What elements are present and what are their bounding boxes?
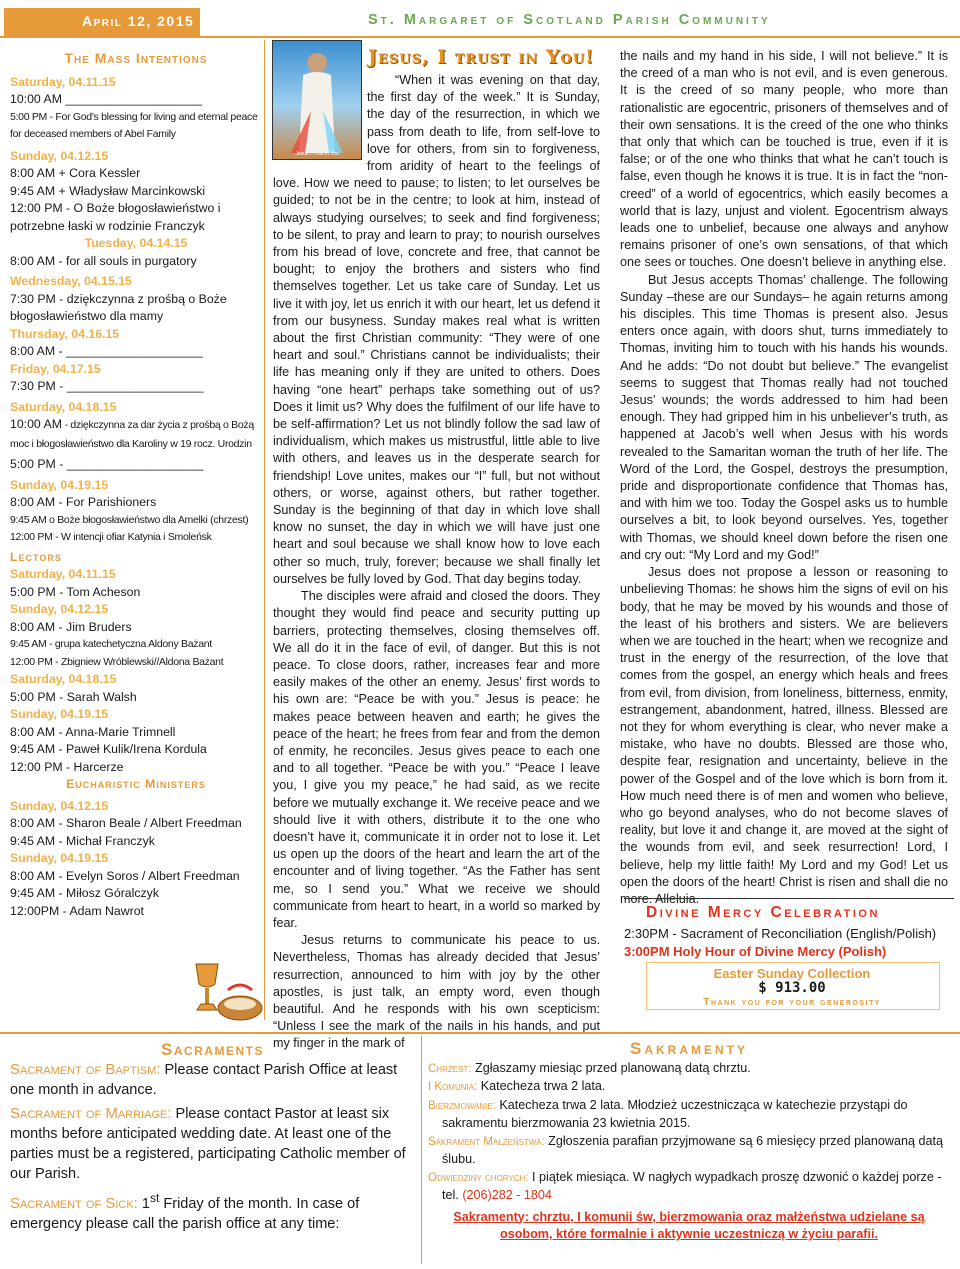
reflection-continued — [620, 48, 948, 908]
intention-time: 10:00 AM — [10, 417, 62, 431]
lector-line: 9:45 AM - Paweł Kulik/Irena Kordula — [10, 742, 207, 756]
paragraph: Jesus does not propose a lesson or reasoning to unbelieving Thomas: he shows him the signs of evil on his body, that he may be moved by his wounds and those of the least of his brothers and sisters. We are believers when we are touched in the heart; when we recognize and trust in the energy of the resurrection, of the love that comes from the gospel, an energy which heals and frees from evil, from division, from loneliness, bitterness, enmity, estrangement, abandonment, hatred, illness. Blessed are not they for whom everything is clear, who never make a mistake, who have no doubts. Blessed are those who, despite fear, resignation and uncertainty, believe in the power of the Gospel and of the love which is born from it. How much need there is of men and women who believe, who go beyond analyses, who do not become slaves of reality, but love it and change it, are moved at the sight of the wounds from evil, and seek resurrection! Lord, I believe, help my little faith! My Lord and my God! Let us open the doors of the heart! Christ is risen and shall die no more. Alleluia. — [620, 565, 948, 906]
header-bar — [0, 0, 960, 37]
collection-title: Easter Sunday Collection — [713, 966, 871, 981]
date-heading: Saturday, 04.11.15 — [10, 74, 116, 89]
intention-line: 12:00 PM - O Boże błogosławieństwo i potrzebne łaski w rodzinie Franczyk — [10, 201, 221, 233]
sacrament-baptism — [10, 1060, 415, 1100]
lector-line: 8:00 AM - Jim Bruders — [10, 619, 132, 634]
sakrament-heading: Sakrament Małżeństwa: — [428, 1135, 545, 1148]
sacrament-text: 1 — [137, 1195, 150, 1212]
sakrament-bierzmowanie — [428, 1097, 950, 1133]
sacrament-heading: Sacrament of Sick: — [10, 1194, 138, 1212]
intention-line: 10:00 AM ____________________ — [10, 92, 203, 106]
collection-amount: $ 913.00 — [758, 980, 826, 996]
minister-line: 9:45 AM - Michał Franczyk — [10, 833, 155, 848]
sakrament-text: Katecheza trwa 2 lata. — [477, 1079, 606, 1093]
sakrament-odwiedziny — [428, 1169, 950, 1205]
date-heading: Saturday, 04.18.15 — [10, 672, 117, 686]
date-heading: Wednesday, 04.15.15 — [10, 274, 132, 288]
lectors-title: Lectors — [10, 549, 62, 564]
phone-number: (206)282 - 1804 — [462, 1188, 552, 1202]
sakramenty-note: Sakramenty: chrztu, I komunii św, bierzmowania oraz małżeństwa udzielane są osobom, które formalnie i aktywnie uczestniczą w życiu parafii. — [453, 1209, 925, 1241]
sakrament-heading: I Komunia: — [428, 1081, 478, 1093]
intention-line: 8:00 AM + Cora Kessler — [10, 166, 141, 180]
parish-name: St. Margaret of Scotland Parish Community — [368, 12, 771, 28]
date-heading: Friday, 04.17.15 — [10, 361, 101, 376]
sakrament-heading: Chrzest: — [428, 1062, 472, 1075]
sacrament-marriage — [10, 1104, 415, 1184]
intention-line: 5:00 PM - For God's blessing for living and eternal peace for deceased members of Abel Family — [10, 110, 258, 140]
sakrament-malzenstwa — [428, 1133, 950, 1169]
intention-line: 9:45 AM + Władysław Marcinkowski — [10, 183, 206, 198]
section-divider — [0, 1032, 960, 1034]
image-caption: Jesus I Trust in You — [295, 151, 339, 157]
intention-line: 8:00 AM - ____________________ — [10, 344, 203, 358]
sacrament-text: Please contact Parish Office at least one month in advance. — [10, 1062, 398, 1098]
sakramenty-section — [428, 1040, 950, 1244]
paragraph: But Jesus accepts Thomas’ challenge. The following Sunday –these are our Sundays– he again returns among his disciples. This time Thomas is present also. Jesus enters once again, with doors shut, turns immediately to Thomas, inviting him to touch with his hands his wounds. And he adds: “Do not doubt but believe.” The evangelist seems to suggest that Thomas really had not touched Jesus’ wounds; the words addressed to him had been enough. They had gripped him in his unbeliever’s truth, as happened at Jacob’s well when Jesus with his words revealed to the Samaritan woman the truth of her life. The Word of the Lord, the Gospel, destroys the presumption, pride and disproportionate confidence that Thomas has, and with him we too. Today the Gospel asks us to humble ourselves a bit, to look beyond ourselves. Yes, together with Thomas, we should kneel down before the risen one and cry out: “My Lord and my God!” — [620, 272, 948, 562]
sakramenty-title: Sakramenty — [629, 1039, 748, 1058]
date-heading: Thursday, 04.16.15 — [10, 326, 120, 341]
divider — [624, 898, 954, 899]
lector-line: 12:00 PM - Harcerze — [10, 759, 124, 774]
paragraph: The disciples were afraid and closed the doors. They thought they would find peace and security putting up barriers, protecting themselves, closing themselves off. We all do it in the face of evil, of danger. But this is not peace. To close doors, rather, increases fear and more easily makes of the other an enemy. Jesus’ first words to his own are: “Peace be with you.” Jesus is peace: he makes peace between heaven and earth; he gives the peace of the heart; he frees from fear and from the demon of enmity, he reconciles. Jesus gives peace to each one and to all together. “Peace be with you.” “Peace I leave you, I give you my peace,” he had said, as we recite before we mutually exchange it. We receive peace and we should live it with others, distribute it to the one who doesn’t have it, communicate it in order not to lose it. Let us open up the doors of the heart and learn the art of the encounter and of living together. “As the Father has sent me, so I send you.” What we receive we should communicate from heart to heart, in a world so marked by fear. — [273, 589, 600, 930]
date-heading: Saturday, 04.18.15 — [10, 399, 117, 414]
divine-mercy-line: 2:30PM - Sacrament of Reconciliation (English/Polish) — [624, 926, 937, 941]
paragraph: the nails and my hand in his side, I will not believe.” It is the creed of a man who is not evil, and is even generous. It is the creed of so many people, who more than rationalistic are egocentric, prisoners of themselves and of their own sensations. It is the creed of the one who thinks that only that which can be touched is true, even if it is false; or of the one who thinks that what he can’t touch is false, even though he knows it is true. It is in fact the “non-creed” of a world of egocentrics, which easily becomes a world that is lazy, unjust and violent. Egocentrism always leads one to unbelief, because one always and anyhow remains prisoner of one’s own sensations, of that which one sees or touches. One doesn’t believe in anything else. — [620, 49, 948, 270]
sakrament-text: Katecheza trwa 2 lata. Młodzież uczestnicząca w katechezie przystąpi do sakramentu bierzmowania 23 kwietnia 2015. — [442, 1097, 908, 1130]
lector-line: 9:45 AM - grupa katechetyczna Aldony Bażant — [10, 638, 212, 650]
eucharistic-ministers-title: Eucharistic Ministers — [66, 777, 206, 791]
date-heading: Sunday, 04.19.15 — [10, 851, 109, 865]
date-heading: Sunday, 04.19.15 — [10, 707, 109, 721]
sacraments-section — [10, 1040, 415, 1238]
reflection-title: Jesus, I trust in You! — [368, 46, 595, 68]
reflection-text — [273, 72, 600, 1053]
date-heading: Sunday, 04.12.15 — [10, 798, 109, 813]
mass-intentions-title: The Mass Intentions — [64, 50, 208, 66]
superscript: st — [149, 1191, 160, 1205]
minister-line: 9:45 AM - Miłosz Góralczyk — [10, 886, 159, 900]
sacrament-text: Please contact Pastor at least six months before anticipated wedding date. At least one of the parties must be a registered, participating Catholic member of our Parish. — [10, 1106, 406, 1182]
intention-line: 8:00 AM - For Parishioners — [10, 495, 157, 509]
intention-text: - dziękczynna za dar życia z prośbą o Bożą moc i błogosławieństwo dla Karoliny w 19 rocz. Urodzin — [10, 419, 254, 450]
divine-mercy-line: 3:00PM Holy Hour of Divine Mercy (Polish) — [624, 944, 887, 959]
paragraph: “When it was evening on that day, the first day of the week.” It is Sunday, the day of the resurrection, in which we pass from death to life, from self-love to love for others, from sin to forgiveness, from aridity of heart to the feelings of love. How we need to pause; to listen; to let ourselves be guided; to not be in the centre; to look at him, instead of always studying ourselves; to seek and find forgiveness; to be silent, to pray and learn to pray; to nourish ourselves from his bread of love, concrete and free, that cannot be bought; to enjoy the brothers and sisters who find themselves together. Let us take care of Sunday. Let us live it with joy, let us enrich it with our heart, let us defend it from our busyness. Sunday makes real what is written about the first Christian community: “They were of one heart and soul.” Christians cannot be individualists; their life has meaning only if they are united to others. Does having “one heart” perhaps take something out of us? Does it limit us? Why does the fulfilment of our life have to be self-affirmation? Let us not blindly follow the sad law of individualism, which makes us mistrustful, little able to live with others, and leaves us in the desperate search for friendship! Love unites, makes our “I” full, but not without others, or worse, against others, but rather together. Sunday is the beginning of that day in which love shall know no sunset, the day in which we will have just one heart and soul because we shall know how to love each other so much, truly, forever; because we shall finally let ourselves be fully loved by God. That day begins today. — [273, 73, 600, 586]
intention-line: 9:45 AM o Boże błogosławieństwo dla Amelki (chrzest) — [10, 513, 249, 526]
lector-line: 8:00 AM - Anna-Marie Trimnell — [10, 724, 176, 739]
paragraph: Jesus returns to communicate his peace to us. Nevertheless, Thomas has already decided that Jesus’ resurrection, announced to him with joy by the other apostles, is just talk, an empty word, even though beautiful. And he responds with his own scepticism: “Unless I see the mark of the nails in his hands, and put my finger in the mark of — [273, 933, 600, 1051]
minister-line: 8:00 AM - Evelyn Soros / Albert Freedman — [10, 868, 240, 883]
float-spacer — [273, 72, 367, 166]
column-divider — [421, 1036, 422, 1264]
date-heading: Sunday, 04.12.15 — [10, 602, 109, 616]
chalice-icon — [188, 960, 266, 1026]
date-heading: Saturday, 04.11.15 — [10, 567, 116, 581]
sakrament-text: Zgłoszenia parafian przyjmowane są 6 miesięcy przed planowaną datą ślubu. — [442, 1133, 944, 1166]
lector-line: 5:00 PM - Tom Acheson — [10, 584, 141, 599]
date-heading: Sunday, 04.12.15 — [10, 148, 109, 163]
sakrament-text: I piątek miesiąca. W nagłych wypadkach proszę dzwonić o każdej porze - tel. — [442, 1169, 942, 1202]
date-heading: Tuesday, 04.14.15 — [84, 236, 188, 250]
sakrament-komunia — [428, 1078, 950, 1097]
lector-line: 12:00 PM - Zbigniew Wróblewski//Aldona Bażant — [10, 655, 224, 668]
sacrament-sick — [10, 1188, 415, 1234]
sacrament-heading: Sacrament of Baptism: — [10, 1061, 161, 1078]
header-divider — [0, 36, 960, 38]
intention-line: 7:30 PM - ____________________ — [10, 379, 204, 393]
column-divider — [264, 40, 265, 1020]
intention-line: 5:00 PM - ____________________ — [10, 457, 204, 471]
issue-date: April 12, 2015 — [4, 8, 200, 36]
intention-line: 7:30 PM - dziękczynna z prośbą o Boże błogosławieństwo dla mamy — [10, 291, 227, 323]
sakrament-text: Zgłaszamy miesiąc przed planowaną datą chrztu. — [471, 1060, 751, 1075]
collection-thanks: Thank you for your generosity — [703, 996, 881, 1008]
intention-line: 8:00 AM - for all souls in purgatory — [10, 253, 197, 268]
divine-mercy-title: Divine Mercy Celebration — [646, 904, 880, 921]
sakrament-heading: Odwiedziny chorych: — [428, 1171, 529, 1184]
date-heading: Sunday, 04.19.15 — [10, 477, 109, 492]
sacrament-text: Friday of the month. In case of emergency please call the parish office at any time: — [10, 1195, 360, 1232]
minister-line: 12:00PM - Adam Nawrot — [10, 903, 144, 918]
lector-line: 5:00 PM - Sarah Walsh — [10, 689, 137, 704]
intention-line — [10, 416, 262, 453]
minister-line: 8:00 AM - Sharon Beale / Albert Freedman — [10, 816, 242, 830]
sakrament-heading: Bierzmowanie: — [428, 1099, 496, 1112]
mass-intentions-column — [10, 50, 262, 920]
sakrament-chrzest — [428, 1060, 950, 1079]
intention-line: 12:00 PM - W intencji ofiar Katynia i Smoleńsk — [10, 531, 212, 543]
sacraments-title: Sacraments — [160, 1040, 264, 1059]
sacrament-heading: Sacrament of Marriage: — [10, 1105, 172, 1122]
